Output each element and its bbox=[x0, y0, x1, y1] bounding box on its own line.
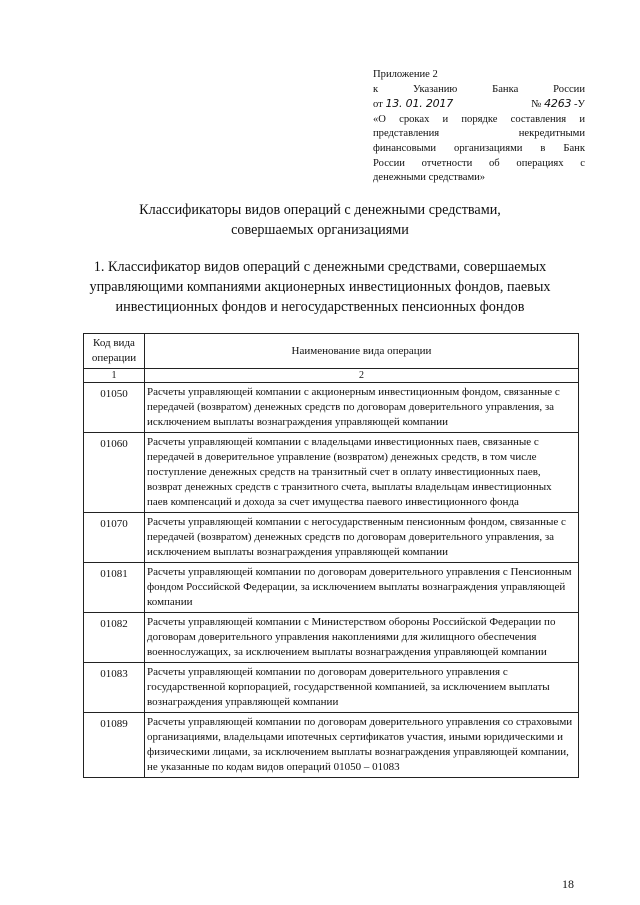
operation-name: Расчеты управляющей компании с акционерным инвестиционным фондом, связанные с передачей (возвратом) денежных средств по договорам доверительного управления, за исключением выплаты вознаграждения управляющей компании bbox=[145, 383, 579, 433]
appendix-text-line-1: «О сроках и порядке составления и bbox=[373, 113, 585, 125]
operation-code: 01089 bbox=[84, 713, 145, 778]
operation-name: Расчеты управляющей компании по договорам доверительного управления со страховыми организациями, владельцами ипотечных сертификатов участия, иными юридическими и физическими лицами, за исключением выплаты вознаграждения управляющей компании, не указанные по кодам видов операций 01050 – 01083 bbox=[145, 713, 579, 778]
appendix-text-line-3: финансовыми организациями в Банк bbox=[373, 142, 585, 154]
table-row bbox=[84, 433, 579, 513]
section-title bbox=[60, 257, 580, 317]
section-title-line-3: инвестиционных фондов и негосударственных пенсионных фондов bbox=[115, 299, 525, 315]
section-title-line-2: управляющими компаниями акционерных инвестиционных фондов, паевых bbox=[89, 279, 551, 295]
appendix-text-line-2: представления некредитными bbox=[373, 128, 585, 140]
handwritten-date: 13. 01. 2017 bbox=[385, 97, 454, 111]
table-row bbox=[84, 513, 579, 563]
index-col-2: 2 bbox=[145, 369, 579, 383]
appendix-ukazaniyu: Указанию bbox=[412, 83, 458, 95]
operation-name: Расчеты управляющей компании с Министерством обороны Российской Федерации по договорам доверительного управления накоплениями для жилищного обеспечения военнослужащих, за исключением выплаты вознаграждения управляющей компании bbox=[145, 613, 579, 663]
table-row bbox=[84, 383, 579, 433]
appendix-number-group bbox=[531, 97, 585, 113]
classifier-table bbox=[83, 333, 579, 778]
appendix-text-line-5: денежными средствами» bbox=[373, 172, 486, 184]
appendix-date-group bbox=[373, 97, 453, 113]
document-title-line-2: совершаемых организациями bbox=[231, 222, 409, 238]
operation-code: 01060 bbox=[84, 433, 145, 513]
appendix-ot: от bbox=[373, 99, 383, 111]
table-index-row bbox=[84, 369, 579, 383]
header-code: Код вида операции bbox=[84, 334, 145, 369]
operation-name: Расчеты управляющей компании с негосударственным пенсионным фондом, связанные с передачей (возвратом) денежных средств по договорам доверительного управления, за исключением выплаты вознаграждения управляющей компании bbox=[145, 513, 579, 563]
operation-name: Расчеты управляющей компании по договорам доверительного управления с государственной корпорацией, государственной компанией, за исключением выплаты вознаграждения управляющей компании bbox=[145, 663, 579, 713]
handwritten-number: 4263 bbox=[544, 97, 572, 111]
operation-code: 01081 bbox=[84, 563, 145, 613]
appendix-suffix: -У bbox=[573, 99, 585, 111]
header-name: Наименование вида операции bbox=[145, 334, 579, 369]
appendix-rossii: России bbox=[553, 83, 585, 95]
operation-code: 01082 bbox=[84, 613, 145, 663]
section-title-line-1: 1. Классификатор видов операций с денежными средствами, совершаемых bbox=[93, 259, 547, 275]
operation-name: Расчеты управляющей компании с владельцами инвестиционных паев, связанные с передачей в доверительное управление (возвратом) денежных средств, в том числе поступление денежных средств на транзитный счет в оплату инвестиционных паев, возврат денежных средств с транзитного счета, выплаты владельцам инвестиционных паев компенсаций и дохода за счет имущества паевого инвестиционного фонда bbox=[145, 433, 579, 513]
appendix-header bbox=[373, 68, 585, 186]
table-row bbox=[84, 663, 579, 713]
appendix-date-line bbox=[373, 97, 585, 113]
appendix-title: Приложение 2 bbox=[373, 69, 438, 80]
appendix-text-line-4: России отчетности об операциях с bbox=[373, 157, 585, 169]
appendix-no-sign: № bbox=[531, 99, 542, 111]
appendix-bank: Банка bbox=[492, 83, 519, 95]
operation-code: 01050 bbox=[84, 383, 145, 433]
document-title-line-1: Классификаторы видов операций с денежными средствами, bbox=[139, 202, 501, 218]
document-title bbox=[60, 200, 580, 240]
page-number: 18 bbox=[562, 877, 574, 891]
operation-code: 01070 bbox=[84, 513, 145, 563]
index-col-1: 1 bbox=[84, 369, 145, 383]
table-header-row bbox=[84, 334, 579, 369]
operation-code: 01083 bbox=[84, 663, 145, 713]
operation-name: Расчеты управляющей компании по договорам доверительного управления с Пенсионным фондом Российской Федерации, за исключением выплаты вознаграждения управляющей компании bbox=[145, 563, 579, 613]
appendix-k: к bbox=[373, 83, 379, 95]
appendix-reference-line bbox=[373, 83, 585, 98]
table-row bbox=[84, 563, 579, 613]
table-row bbox=[84, 713, 579, 778]
table-row bbox=[84, 613, 579, 663]
